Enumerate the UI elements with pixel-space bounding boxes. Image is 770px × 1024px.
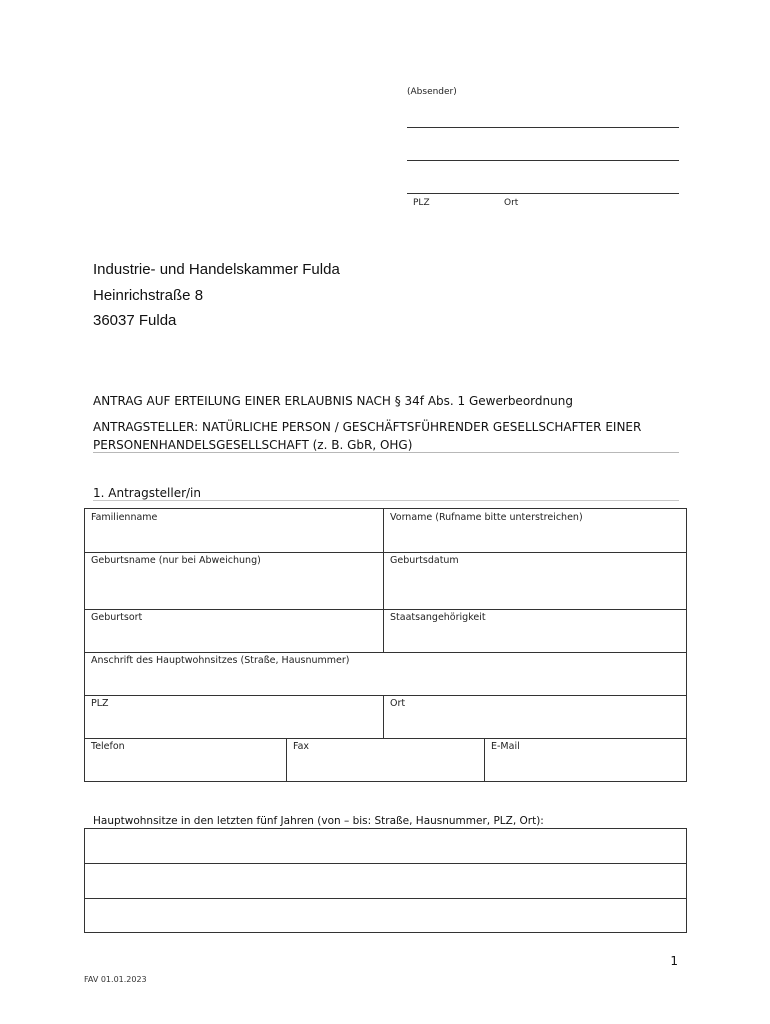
form-subtitle: ANTRAGSTELLER: NATÜRLICHE PERSON / GESCHÄFTSFÜHRENDER GESELLSCHAFTER EINER PERSONENHANDELSGESELLSCHAFT (z. B. GbR, OHG): [93, 420, 642, 452]
residences-label: Hauptwohnsitze in den letzten fünf Jahren (von – bis: Straße, Hausnummer, PLZ, Ort):: [93, 815, 544, 827]
anschrift-field[interactable]: Anschrift des Hauptwohnsitzes (Straße, Hausnummer): [91, 655, 350, 666]
sender-label: (Absender): [407, 87, 457, 97]
page-number: 1: [670, 954, 678, 968]
recipient-line-1: Industrie- und Handelskammer Fulda: [93, 261, 340, 278]
sender-line-city[interactable]: [407, 193, 679, 194]
familienname-field[interactable]: Familienname: [91, 512, 158, 523]
staatsangehoerigkeit-field[interactable]: Staatsangehörigkeit: [390, 612, 486, 623]
geburtsort-field[interactable]: Geburtsort: [91, 612, 143, 623]
sender-line-street[interactable]: [407, 160, 679, 161]
heading-divider: [93, 452, 679, 453]
geburtsdatum-field[interactable]: Geburtsdatum: [390, 555, 459, 566]
sender-ort-label: Ort: [504, 198, 519, 208]
fax-field[interactable]: Fax: [293, 741, 310, 752]
recipient-line-3: 36037 Fulda: [93, 312, 177, 329]
plz-field[interactable]: PLZ: [91, 698, 109, 709]
form-title: ANTRAG AUF ERTEILUNG EINER ERLAUBNIS NACH § 34f Abs. 1 Gewerbeordnung: [93, 394, 573, 408]
section-1-title: 1. Antragsteller/in: [93, 486, 201, 500]
telefon-field[interactable]: Telefon: [91, 741, 125, 752]
recipient-line-2: Heinrichstraße 8: [93, 286, 204, 304]
email-field[interactable]: E-Mail: [491, 741, 520, 752]
ort-field[interactable]: Ort: [390, 698, 406, 709]
residence-row-3[interactable]: [85, 899, 686, 932]
residence-row-2[interactable]: [85, 864, 686, 898]
sender-plz-label: PLZ: [413, 198, 430, 208]
recipient-address: [93, 257, 340, 334]
residence-row-1[interactable]: [85, 829, 686, 863]
section-1-divider: [93, 500, 679, 501]
geburtsname-field[interactable]: Geburtsname (nur bei Abweichung): [91, 555, 261, 566]
applicant-form: [84, 508, 687, 782]
vorname-field[interactable]: Vorname (Rufname bitte unterstreichen): [390, 512, 583, 523]
form-version: FAV 01.01.2023: [84, 975, 147, 984]
residences-table: [84, 828, 687, 933]
sender-line-name[interactable]: [407, 127, 679, 128]
